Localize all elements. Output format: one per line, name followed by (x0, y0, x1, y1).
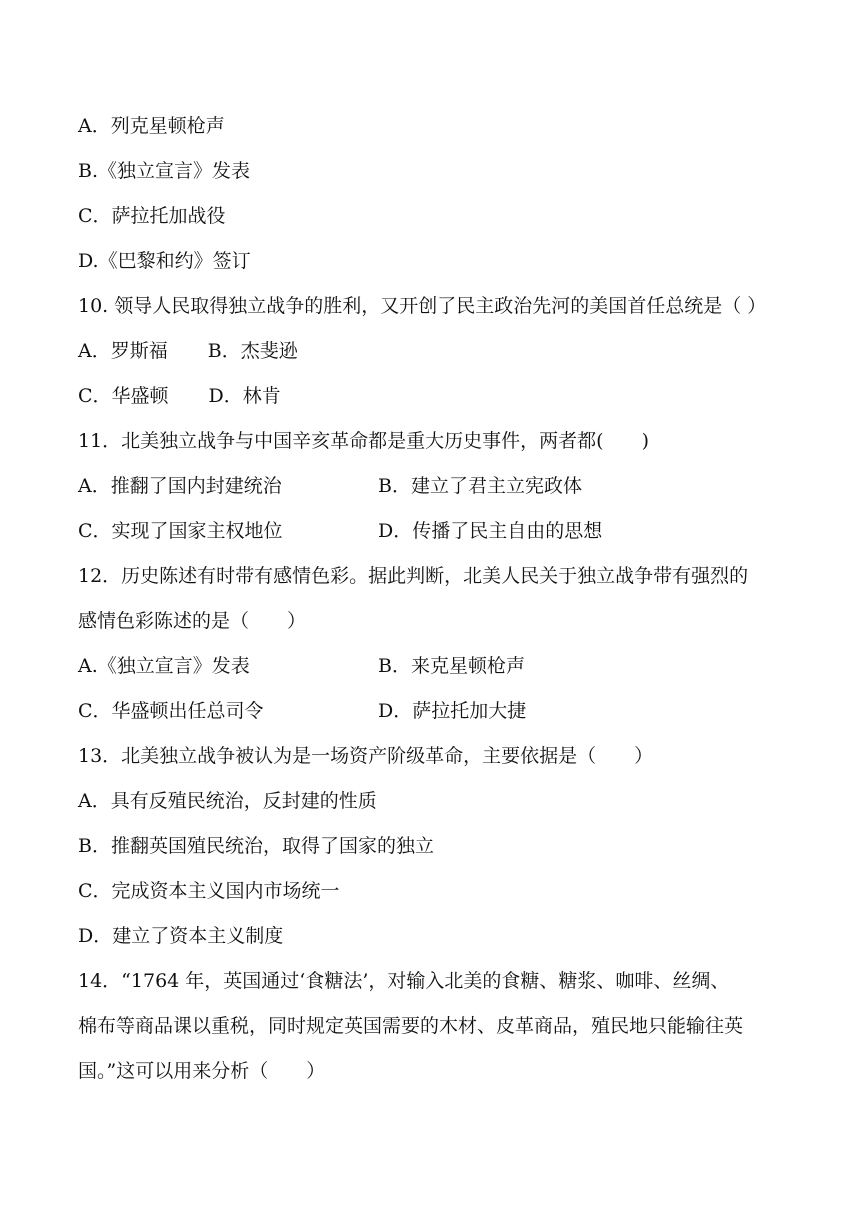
q9-option-b: B.《独立宣言》发表 (78, 160, 251, 182)
q10-option-d: D．林肯 (208, 385, 281, 407)
q12-option-a: A.《独立宣言》发表 (78, 655, 250, 677)
q10-option-b: B．杰斐逊 (207, 340, 298, 362)
q11-option-d: D．传播了民主自由的思想 (378, 520, 603, 542)
q11-stem: 11．北美独立战争与中国辛亥革命都是重大历史事件，两者都( ) (78, 430, 650, 452)
q11-option-a: A．推翻了国内封建统治 (78, 475, 282, 497)
q9-option-a: A．列克星顿枪声 (78, 115, 225, 137)
q11-option-b: B．建立了君主立宪政体 (378, 475, 582, 497)
q9-option-d: D.《巴黎和约》签订 (78, 250, 251, 272)
q12-option-c: C．华盛顿出任总司令 (78, 700, 264, 722)
q14-stem-line1: 14．“1764 年，英国通过‘食糖法’，对输入北美的食糖、糖浆、咖啡、丝绸、 (78, 970, 730, 992)
q10-option-a: A．罗斯福 (78, 340, 168, 362)
q13-option-b: B．推翻英国殖民统治，取得了国家的独立 (78, 835, 434, 857)
q13-option-d: D．建立了资本主义制度 (78, 925, 284, 947)
q9-option-c: C．萨拉托加战役 (78, 205, 226, 227)
q14-stem-line3: 国。”这可以用来分析（ ） (78, 1060, 326, 1082)
q13-stem: 13．北美独立战争被认为是一场资产阶级革命，主要依据是（ ） (78, 745, 654, 767)
q12-stem-line2: 感情色彩陈述的是（ ） (78, 610, 307, 632)
q10-stem: 10. 领导人民取得独立战争的胜利，又开创了民主政治先河的美国首任总统是（ ） (78, 295, 767, 317)
q10-options-row2 (78, 383, 281, 409)
q10-option-c: C．华盛顿 (78, 385, 169, 407)
q13-option-a: A．具有反殖民统治，反封建的性质 (78, 790, 377, 812)
q11-option-c: C．实现了国家主权地位 (78, 520, 283, 542)
q13-option-c: C．完成资本主义国内市场统一 (78, 880, 340, 902)
q10-options-row1 (78, 338, 298, 364)
q12-stem-line1: 12．历史陈述有时带有感情色彩。据此判断，北美人民关于独立战争带有强烈的 (78, 565, 749, 587)
q12-option-d: D．萨拉托加大捷 (378, 700, 527, 722)
q14-stem-line2: 棉布等商品课以重税，同时规定英国需要的木材、皮革商品，殖民地只能输往英 (78, 1015, 744, 1037)
q12-option-b: B．来克星顿枪声 (378, 655, 525, 677)
